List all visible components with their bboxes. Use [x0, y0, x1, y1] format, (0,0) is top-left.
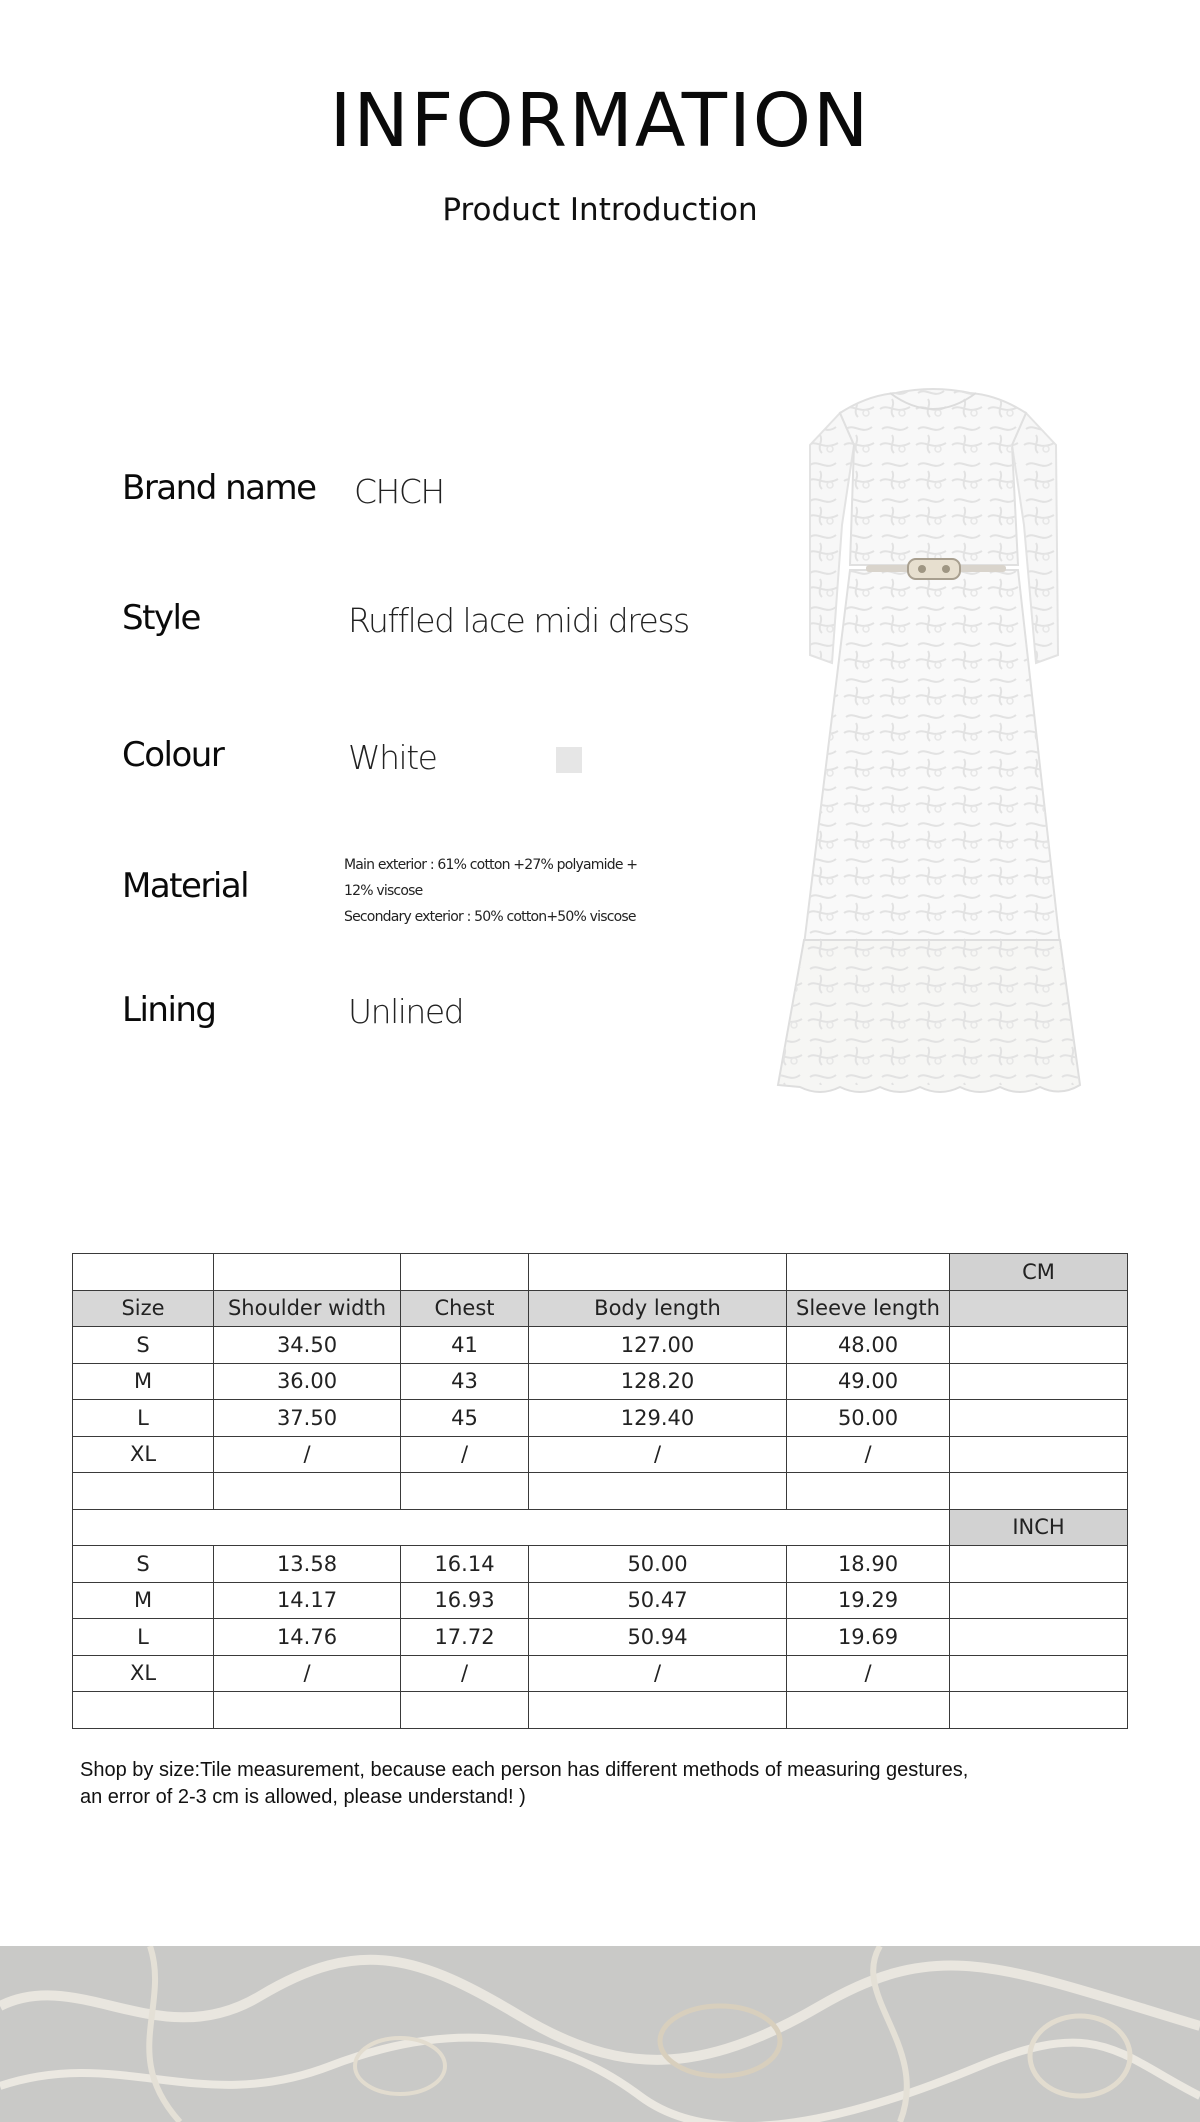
- table-cell: /: [401, 1436, 529, 1473]
- col-sleeve-length: Sleeve length: [787, 1290, 950, 1327]
- table-cell: 13.58: [214, 1546, 401, 1583]
- colour-swatch: [556, 747, 582, 773]
- table-cell: 45: [401, 1400, 529, 1437]
- table-cell: 19.69: [787, 1619, 950, 1656]
- table-cell: [73, 1509, 950, 1546]
- table-cell: 49.00: [787, 1363, 950, 1400]
- table-cell: 50.47: [529, 1582, 787, 1619]
- table-cell: /: [214, 1436, 401, 1473]
- table-cell: 34.50: [214, 1327, 401, 1364]
- table-cell: [950, 1692, 1128, 1729]
- lace-detail-image: [0, 1946, 1200, 2122]
- table-row: [73, 1582, 1128, 1619]
- cm-unit-label: CM: [950, 1254, 1128, 1291]
- table-row: [73, 1546, 1128, 1583]
- table-row: [73, 1436, 1128, 1473]
- page-subtitle: Product Introduction: [442, 192, 758, 228]
- table-cell: [214, 1692, 401, 1729]
- table-cell: [529, 1692, 787, 1729]
- style-label: Style: [122, 598, 200, 638]
- table-row: [73, 1400, 1128, 1437]
- table-cell: [950, 1546, 1128, 1583]
- table-cell: [787, 1254, 950, 1291]
- table-cell: M: [73, 1363, 214, 1400]
- table-cell: S: [73, 1546, 214, 1583]
- table-cell: 19.29: [787, 1582, 950, 1619]
- measurement-note: [80, 1757, 968, 1811]
- table-cell: [950, 1582, 1128, 1619]
- table-row: [73, 1327, 1128, 1364]
- table-cell: /: [529, 1655, 787, 1692]
- table-cell: M: [73, 1582, 214, 1619]
- colour-label: Colour: [122, 735, 224, 775]
- table-cell: 37.50: [214, 1400, 401, 1437]
- table-cell: 41: [401, 1327, 529, 1364]
- table-cell: XL: [73, 1436, 214, 1473]
- table-cell: [950, 1327, 1128, 1364]
- col-size: Size: [73, 1290, 214, 1327]
- table-cell: S: [73, 1327, 214, 1364]
- table-cell: 127.00: [529, 1327, 787, 1364]
- table-cell: [950, 1290, 1128, 1327]
- table-cell: [73, 1254, 214, 1291]
- table-cell: [401, 1473, 529, 1510]
- table-cell: 43: [401, 1363, 529, 1400]
- material-line-1: Main exterior : 61% cotton +27% polyamide +: [344, 857, 638, 873]
- note-line-2: an error of 2-3 cm is allowed, please understand! ): [80, 1786, 526, 1808]
- table-cell: [950, 1619, 1128, 1656]
- table-cell: /: [529, 1436, 787, 1473]
- table-cell: 48.00: [787, 1327, 950, 1364]
- table-row: [73, 1619, 1128, 1656]
- table-spacer-row: [73, 1509, 1128, 1546]
- material-label: Material: [122, 866, 249, 906]
- table-cell: 16.14: [401, 1546, 529, 1583]
- table-cell: 50.94: [529, 1619, 787, 1656]
- table-cell: [950, 1400, 1128, 1437]
- table-cell: 36.00: [214, 1363, 401, 1400]
- table-cell: 14.76: [214, 1619, 401, 1656]
- brand-label: Brand name: [122, 468, 316, 508]
- table-cell: XL: [73, 1655, 214, 1692]
- table-cell: /: [787, 1655, 950, 1692]
- table-cell: [401, 1692, 529, 1729]
- material-value: [344, 852, 644, 930]
- table-cell: [73, 1473, 214, 1510]
- col-chest: Chest: [401, 1290, 529, 1327]
- table-row: [73, 1363, 1128, 1400]
- table-cell: 14.17: [214, 1582, 401, 1619]
- size-chart-table: [72, 1253, 1128, 1729]
- table-spacer-row: [73, 1692, 1128, 1729]
- table-cell: 16.93: [401, 1582, 529, 1619]
- note-line-1: Shop by size:Tile measurement, because each person has different methods of measuring gestures,: [80, 1759, 969, 1781]
- material-line-3: Secondary exterior : 50% cotton+50% viscose: [344, 909, 636, 925]
- table-cell: /: [401, 1655, 529, 1692]
- table-cell: 17.72: [401, 1619, 529, 1656]
- table-spacer-row: [73, 1254, 1128, 1291]
- table-header-row: [73, 1290, 1128, 1327]
- table-cell: [787, 1692, 950, 1729]
- table-cell: 50.00: [529, 1546, 787, 1583]
- table-cell: 18.90: [787, 1546, 950, 1583]
- table-cell: [950, 1655, 1128, 1692]
- table-cell: [950, 1436, 1128, 1473]
- table-cell: 128.20: [529, 1363, 787, 1400]
- lining-label: Lining: [122, 990, 216, 1030]
- table-cell: [73, 1692, 214, 1729]
- lining-value: Unlined: [348, 992, 464, 1031]
- col-shoulder-width: Shoulder width: [214, 1290, 401, 1327]
- table-cell: [214, 1473, 401, 1510]
- table-cell: 129.40: [529, 1400, 787, 1437]
- page-title: INFORMATION: [329, 78, 871, 164]
- table-cell: [950, 1363, 1128, 1400]
- material-line-2: 12% viscose: [344, 883, 423, 899]
- table-cell: [529, 1254, 787, 1291]
- table-cell: [401, 1254, 529, 1291]
- table-cell: [529, 1473, 787, 1510]
- table-cell: [950, 1473, 1128, 1510]
- table-spacer-row: [73, 1473, 1128, 1510]
- table-cell: [214, 1254, 401, 1291]
- col-body-length: Body length: [529, 1290, 787, 1327]
- table-cell: 50.00: [787, 1400, 950, 1437]
- table-cell: L: [73, 1400, 214, 1437]
- style-value: Ruffled lace midi dress: [348, 601, 689, 640]
- brand-value: CHCH: [354, 472, 444, 511]
- table-cell: [787, 1473, 950, 1510]
- dress-image: [770, 385, 1090, 1100]
- colour-value: White: [348, 738, 437, 777]
- table-cell: /: [214, 1655, 401, 1692]
- inch-unit-label: INCH: [950, 1509, 1128, 1546]
- table-cell: /: [787, 1436, 950, 1473]
- table-cell: L: [73, 1619, 214, 1656]
- table-row: [73, 1655, 1128, 1692]
